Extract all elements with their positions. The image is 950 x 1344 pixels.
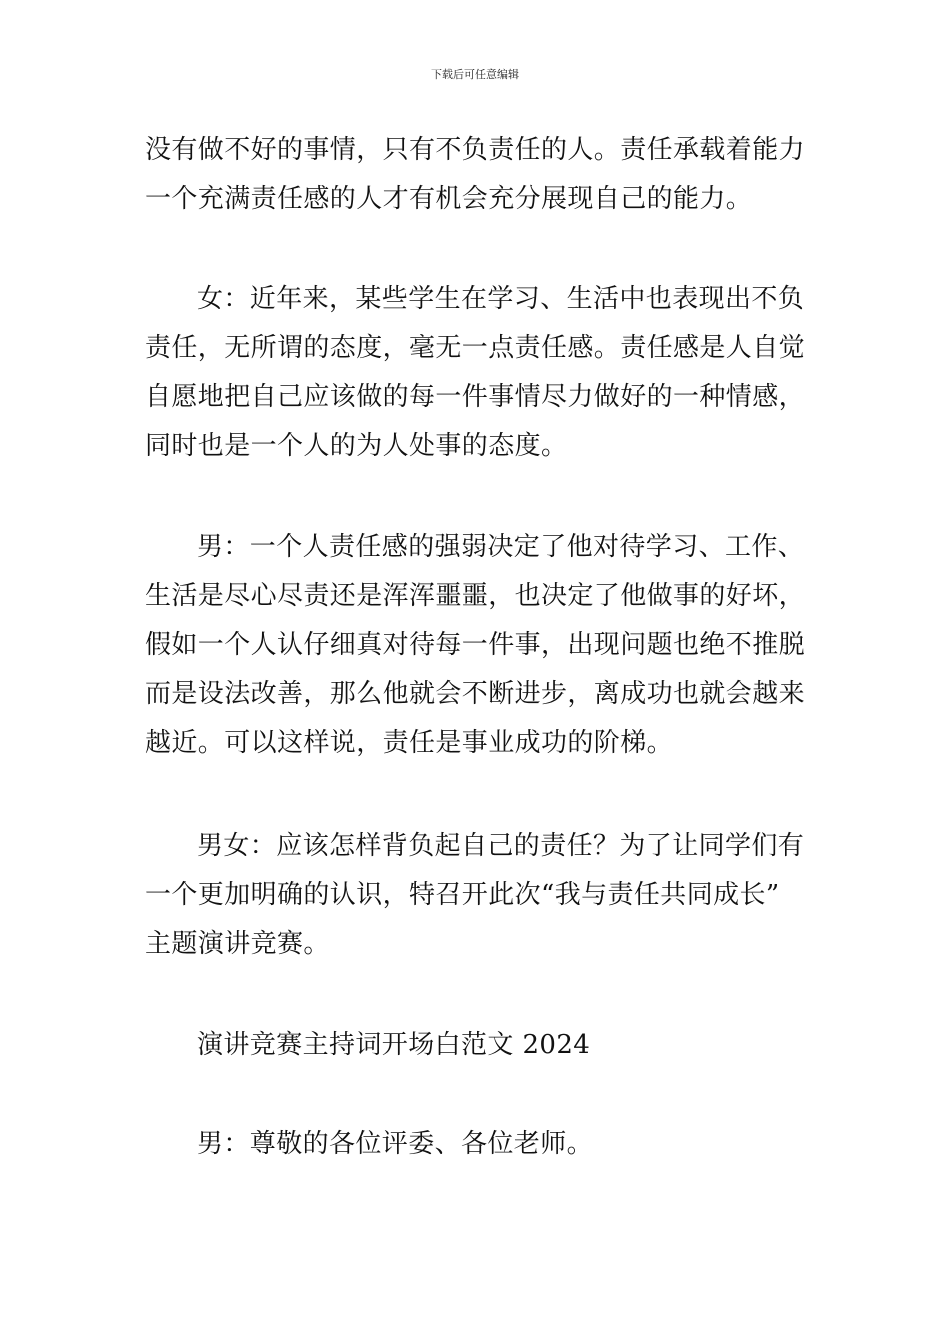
page-header-note: 下载后可任意编辑 bbox=[431, 68, 519, 81]
text-line: 男：尊敬的各位评委、各位老师。 bbox=[197, 1129, 594, 1159]
text-line: 演讲竞赛主持词开场白范文 2024 bbox=[197, 1030, 591, 1060]
text-line: 假如一个人认仔细真对待每一件事，出现问题也绝不推脱 bbox=[145, 630, 806, 660]
text-line: 男女：应该怎样背负起自己的责任？为了让同学们有 bbox=[197, 831, 805, 861]
text-line: 生活是尽心尽责还是浑浑噩噩，也决定了他做事的好坏， bbox=[145, 581, 806, 611]
text-line: 自愿地把自己应该做的每一件事情尽力做好的一种情感， bbox=[145, 382, 806, 412]
paragraph-6 bbox=[145, 1120, 815, 1169]
text-line: 女：近年来，某些学生在学习、生活中也表现出不负 bbox=[197, 284, 805, 314]
paragraph-2 bbox=[145, 275, 815, 471]
text-line: 一个更加明确的认识，特召开此次“我与责任共同成长” bbox=[145, 880, 780, 910]
text-line: 责任，无所谓的态度，毫无一点责任感。责任感是人自觉 bbox=[145, 333, 806, 363]
paragraph-1 bbox=[145, 126, 815, 224]
text-line: 而是设法改善，那么他就会不断进步，离成功也就会越来 bbox=[145, 679, 806, 709]
paragraph-4 bbox=[145, 822, 815, 969]
text-line: 一个充满责任感的人才有机会充分展现自己的能力。 bbox=[145, 184, 753, 214]
text-line: 同时也是一个人的为人处事的态度。 bbox=[145, 431, 568, 461]
text-line: 没有做不好的事情，只有不负责任的人。责任承载着能力 bbox=[145, 135, 806, 165]
text-line: 主题演讲竞赛。 bbox=[145, 929, 330, 959]
paragraph-3 bbox=[145, 523, 815, 768]
text-line: 男：一个人责任感的强弱决定了他对待学习、工作、 bbox=[197, 532, 805, 562]
section-title bbox=[145, 1021, 815, 1070]
text-line: 越近。可以这样说，责任是事业成功的阶梯。 bbox=[145, 728, 674, 758]
